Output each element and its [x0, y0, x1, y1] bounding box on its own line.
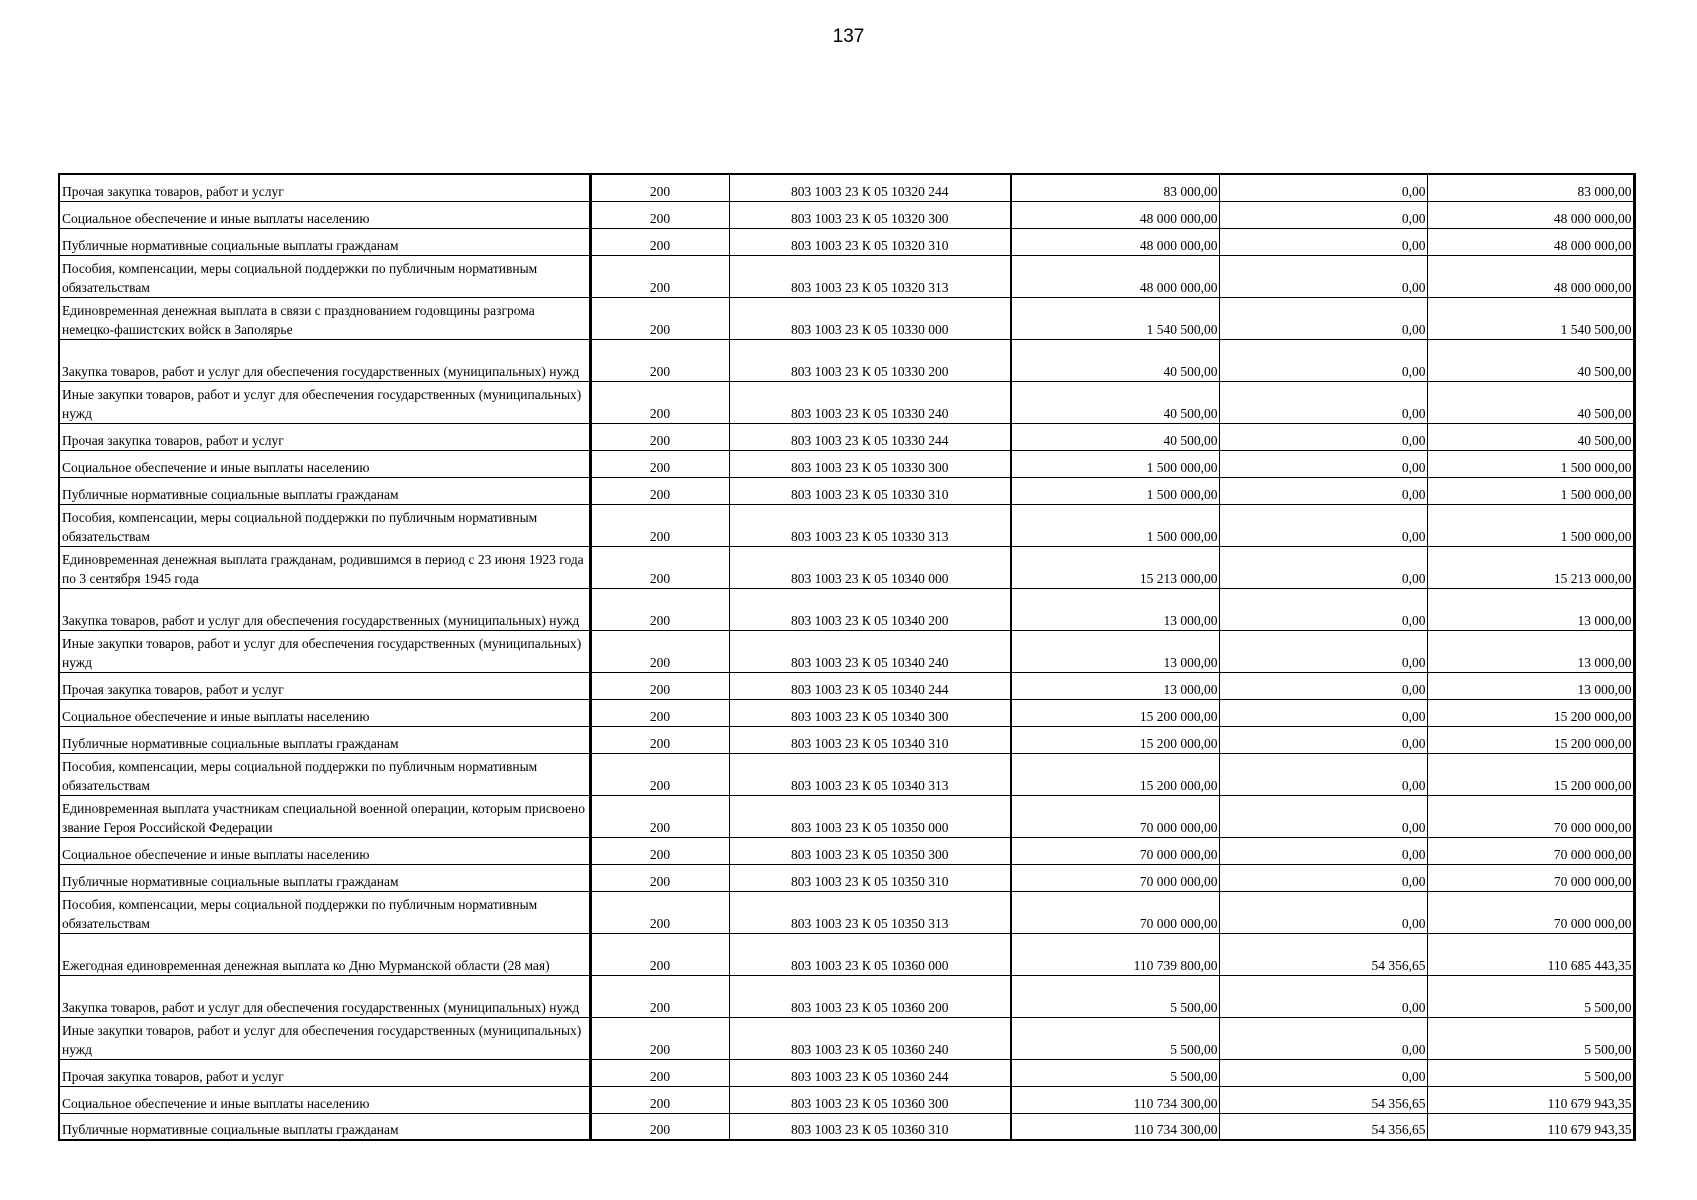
row-total-amount: 13 000,00 — [1427, 630, 1634, 672]
row-admin-code: 200 — [590, 1113, 729, 1140]
row-change-amount: 0,00 — [1219, 381, 1427, 423]
row-plan-amount: 70 000 000,00 — [1011, 837, 1219, 864]
row-plan-amount: 15 200 000,00 — [1011, 699, 1219, 726]
row-total-amount: 5 500,00 — [1427, 1059, 1634, 1086]
row-budget-code: 803 1003 23 К 05 10330 240 — [729, 381, 1011, 423]
row-name-cell — [59, 864, 590, 891]
row-budget-code: 803 1003 23 К 05 10350 000 — [729, 795, 1011, 837]
row-budget-code: 803 1003 23 К 05 10330 313 — [729, 504, 1011, 546]
row-budget-code: 803 1003 23 К 05 10340 240 — [729, 630, 1011, 672]
table-row — [59, 228, 1634, 255]
row-admin-code: 200 — [590, 255, 729, 297]
row-total-amount: 70 000 000,00 — [1427, 837, 1634, 864]
row-budget-code: 803 1003 23 К 05 10360 000 — [729, 933, 1011, 975]
row-name-cell — [59, 174, 590, 201]
row-change-amount: 0,00 — [1219, 975, 1427, 1017]
table-row — [59, 864, 1634, 891]
row-total-amount: 1 540 500,00 — [1427, 297, 1634, 339]
row-budget-code: 803 1003 23 К 05 10350 313 — [729, 891, 1011, 933]
row-name: Ежегодная единовременная денежная выплата ко Дню Мурманской области (28 мая) — [62, 957, 550, 973]
row-plan-amount: 5 500,00 — [1011, 1059, 1219, 1086]
row-name: Закупка товаров, работ и услуг для обеспечения государственных (муниципальных) нужд — [62, 363, 580, 379]
row-total-amount: 48 000 000,00 — [1427, 255, 1634, 297]
row-name: Социальное обеспечение и иные выплаты населению — [62, 708, 370, 724]
row-name: Единовременная денежная выплата в связи с празднованием годовщины разгрома немецко-фашистских войск в Заполярье — [62, 302, 535, 337]
row-name-cell — [59, 1113, 590, 1140]
row-total-amount: 110 679 943,35 — [1427, 1113, 1634, 1140]
row-name: Единовременная денежная выплата гражданам, родившимся в период с 23 июня 1923 года по 3 сентября 1945 года — [62, 551, 584, 586]
table-row — [59, 201, 1634, 228]
row-budget-code: 803 1003 23 К 05 10340 310 — [729, 726, 1011, 753]
row-plan-amount: 40 500,00 — [1011, 339, 1219, 381]
row-name: Иные закупки товаров, работ и услуг для обеспечения государственных (муниципальных) нужд — [62, 1022, 582, 1057]
row-name: Пособия, компенсации, меры социальной поддержки по публичным нормативным обязательствам — [62, 509, 538, 544]
row-admin-code: 200 — [590, 339, 729, 381]
row-name-cell — [59, 201, 590, 228]
row-change-amount: 0,00 — [1219, 891, 1427, 933]
table-row — [59, 588, 1634, 630]
row-change-amount: 0,00 — [1219, 297, 1427, 339]
row-name-cell — [59, 726, 590, 753]
row-total-amount: 1 500 000,00 — [1427, 450, 1634, 477]
row-admin-code: 200 — [590, 891, 729, 933]
row-budget-code: 803 1003 23 К 05 10330 300 — [729, 450, 1011, 477]
row-name: Прочая закупка товаров, работ и услуг — [62, 432, 284, 448]
row-plan-amount: 70 000 000,00 — [1011, 795, 1219, 837]
table-row — [59, 504, 1634, 546]
row-name-cell — [59, 699, 590, 726]
table-row — [59, 933, 1634, 975]
row-change-amount: 0,00 — [1219, 588, 1427, 630]
row-name-cell — [59, 339, 590, 381]
row-budget-code: 803 1003 23 К 05 10350 300 — [729, 837, 1011, 864]
row-total-amount: 13 000,00 — [1427, 588, 1634, 630]
row-admin-code: 200 — [590, 228, 729, 255]
row-admin-code: 200 — [590, 753, 729, 795]
row-change-amount: 0,00 — [1219, 753, 1427, 795]
row-budget-code: 803 1003 23 К 05 10330 244 — [729, 423, 1011, 450]
row-budget-code: 803 1003 23 К 05 10360 310 — [729, 1113, 1011, 1140]
row-budget-code: 803 1003 23 К 05 10320 244 — [729, 174, 1011, 201]
row-plan-amount: 1 500 000,00 — [1011, 450, 1219, 477]
row-admin-code: 200 — [590, 1017, 729, 1059]
row-admin-code: 200 — [590, 504, 729, 546]
row-name-cell — [59, 1086, 590, 1113]
row-change-amount: 0,00 — [1219, 255, 1427, 297]
row-admin-code: 200 — [590, 933, 729, 975]
row-budget-code: 803 1003 23 К 05 10330 200 — [729, 339, 1011, 381]
row-budget-code: 803 1003 23 К 05 10320 310 — [729, 228, 1011, 255]
row-admin-code: 200 — [590, 1059, 729, 1086]
row-name: Пособия, компенсации, меры социальной поддержки по публичным нормативным обязательствам — [62, 896, 538, 931]
page-number: 137 — [832, 26, 865, 47]
table-row — [59, 1113, 1634, 1140]
table-row — [59, 450, 1634, 477]
row-plan-amount: 48 000 000,00 — [1011, 201, 1219, 228]
row-name-cell — [59, 1059, 590, 1086]
row-change-amount: 0,00 — [1219, 228, 1427, 255]
row-admin-code: 200 — [590, 864, 729, 891]
row-change-amount: 0,00 — [1219, 423, 1427, 450]
row-name-cell — [59, 630, 590, 672]
row-total-amount: 110 679 943,35 — [1427, 1086, 1634, 1113]
row-total-amount: 13 000,00 — [1427, 672, 1634, 699]
row-plan-amount: 48 000 000,00 — [1011, 228, 1219, 255]
row-total-amount: 83 000,00 — [1427, 174, 1634, 201]
row-change-amount: 54 356,65 — [1219, 1113, 1427, 1140]
row-name: Публичные нормативные социальные выплаты гражданам — [62, 1122, 399, 1137]
row-admin-code: 200 — [590, 297, 729, 339]
row-change-amount: 0,00 — [1219, 546, 1427, 588]
row-name-cell — [59, 228, 590, 255]
row-change-amount: 0,00 — [1219, 699, 1427, 726]
row-admin-code: 200 — [590, 381, 729, 423]
row-name-cell — [59, 933, 590, 975]
row-total-amount: 70 000 000,00 — [1427, 795, 1634, 837]
table-row — [59, 1017, 1634, 1059]
row-plan-amount: 13 000,00 — [1011, 630, 1219, 672]
row-plan-amount: 110 739 800,00 — [1011, 933, 1219, 975]
row-total-amount: 5 500,00 — [1427, 975, 1634, 1017]
table-row — [59, 339, 1634, 381]
row-budget-code: 803 1003 23 К 05 10350 310 — [729, 864, 1011, 891]
row-plan-amount: 5 500,00 — [1011, 1017, 1219, 1059]
row-change-amount: 0,00 — [1219, 1059, 1427, 1086]
row-budget-code: 803 1003 23 К 05 10340 200 — [729, 588, 1011, 630]
row-name: Иные закупки товаров, работ и услуг для обеспечения государственных (муниципальных) нужд — [62, 386, 582, 421]
table-row — [59, 423, 1634, 450]
row-name: Иные закупки товаров, работ и услуг для обеспечения государственных (муниципальных) нужд — [62, 635, 582, 670]
row-budget-code: 803 1003 23 К 05 10330 310 — [729, 477, 1011, 504]
table-row — [59, 726, 1634, 753]
row-change-amount: 0,00 — [1219, 201, 1427, 228]
row-budget-code: 803 1003 23 К 05 10320 313 — [729, 255, 1011, 297]
row-name-cell — [59, 504, 590, 546]
row-change-amount: 0,00 — [1219, 450, 1427, 477]
row-plan-amount: 15 213 000,00 — [1011, 546, 1219, 588]
row-plan-amount: 1 500 000,00 — [1011, 477, 1219, 504]
row-plan-amount: 110 734 300,00 — [1011, 1086, 1219, 1113]
table-row — [59, 297, 1634, 339]
row-plan-amount: 110 734 300,00 — [1011, 1113, 1219, 1140]
row-budget-code: 803 1003 23 К 05 10340 313 — [729, 753, 1011, 795]
row-budget-code: 803 1003 23 К 05 10320 300 — [729, 201, 1011, 228]
row-total-amount: 70 000 000,00 — [1427, 891, 1634, 933]
row-total-amount: 1 500 000,00 — [1427, 504, 1634, 546]
table-row — [59, 672, 1634, 699]
row-name-cell — [59, 975, 590, 1017]
row-name-cell — [59, 423, 590, 450]
row-name: Закупка товаров, работ и услуг для обеспечения государственных (муниципальных) нужд — [62, 612, 580, 628]
row-total-amount: 1 500 000,00 — [1427, 477, 1634, 504]
row-admin-code: 200 — [590, 672, 729, 699]
row-name: Публичные нормативные социальные выплаты гражданам — [62, 486, 399, 502]
row-plan-amount: 70 000 000,00 — [1011, 891, 1219, 933]
row-admin-code: 200 — [590, 201, 729, 228]
row-budget-code: 803 1003 23 К 05 10340 300 — [729, 699, 1011, 726]
row-admin-code: 200 — [590, 975, 729, 1017]
row-budget-code: 803 1003 23 К 05 10360 200 — [729, 975, 1011, 1017]
row-admin-code: 200 — [590, 588, 729, 630]
row-name: Публичные нормативные социальные выплаты гражданам — [62, 735, 399, 751]
row-budget-code: 803 1003 23 К 05 10360 240 — [729, 1017, 1011, 1059]
row-plan-amount: 13 000,00 — [1011, 672, 1219, 699]
row-admin-code: 200 — [590, 450, 729, 477]
row-total-amount: 5 500,00 — [1427, 1017, 1634, 1059]
budget-table — [58, 173, 1636, 1141]
row-plan-amount: 40 500,00 — [1011, 423, 1219, 450]
table-row — [59, 255, 1634, 297]
row-name-cell — [59, 795, 590, 837]
row-name-cell — [59, 891, 590, 933]
row-change-amount: 0,00 — [1219, 795, 1427, 837]
table-row — [59, 546, 1634, 588]
budget-table-body — [59, 174, 1634, 1140]
table-row — [59, 891, 1634, 933]
row-total-amount: 70 000 000,00 — [1427, 864, 1634, 891]
row-name: Закупка товаров, работ и услуг для обеспечения государственных (муниципальных) нужд — [62, 999, 580, 1015]
row-change-amount: 0,00 — [1219, 837, 1427, 864]
row-name: Публичные нормативные социальные выплаты гражданам — [62, 873, 399, 889]
row-change-amount: 0,00 — [1219, 339, 1427, 381]
row-name-cell — [59, 477, 590, 504]
row-name: Социальное обеспечение и иные выплаты населению — [62, 210, 370, 226]
row-admin-code: 200 — [590, 174, 729, 201]
row-name-cell — [59, 837, 590, 864]
row-total-amount: 110 685 443,35 — [1427, 933, 1634, 975]
row-name-cell — [59, 546, 590, 588]
row-plan-amount: 15 200 000,00 — [1011, 753, 1219, 795]
row-change-amount: 0,00 — [1219, 1017, 1427, 1059]
row-change-amount: 54 356,65 — [1219, 933, 1427, 975]
row-change-amount: 0,00 — [1219, 504, 1427, 546]
row-plan-amount: 13 000,00 — [1011, 588, 1219, 630]
row-name-cell — [59, 672, 590, 699]
row-name: Прочая закупка товаров, работ и услуг — [62, 1068, 284, 1084]
row-name: Прочая закупка товаров, работ и услуг — [62, 681, 284, 697]
row-total-amount: 40 500,00 — [1427, 381, 1634, 423]
table-row — [59, 1086, 1634, 1113]
row-total-amount: 40 500,00 — [1427, 339, 1634, 381]
row-name-cell — [59, 255, 590, 297]
row-admin-code: 200 — [590, 546, 729, 588]
row-plan-amount: 83 000,00 — [1011, 174, 1219, 201]
row-name: Прочая закупка товаров, работ и услуг — [62, 183, 284, 199]
table-row — [59, 381, 1634, 423]
row-admin-code: 200 — [590, 837, 729, 864]
table-row — [59, 477, 1634, 504]
row-plan-amount: 15 200 000,00 — [1011, 726, 1219, 753]
row-name: Пособия, компенсации, меры социальной поддержки по публичным нормативным обязательствам — [62, 260, 538, 295]
row-admin-code: 200 — [590, 630, 729, 672]
row-name-cell — [59, 297, 590, 339]
row-change-amount: 0,00 — [1219, 630, 1427, 672]
budget-table-container — [58, 173, 1633, 1135]
row-total-amount: 40 500,00 — [1427, 423, 1634, 450]
table-row — [59, 1059, 1634, 1086]
row-change-amount: 54 356,65 — [1219, 1086, 1427, 1113]
row-budget-code: 803 1003 23 К 05 10360 244 — [729, 1059, 1011, 1086]
row-admin-code: 200 — [590, 477, 729, 504]
row-plan-amount: 70 000 000,00 — [1011, 864, 1219, 891]
row-plan-amount: 1 500 000,00 — [1011, 504, 1219, 546]
row-name: Социальное обеспечение и иные выплаты населению — [62, 1095, 370, 1111]
row-budget-code: 803 1003 23 К 05 10360 300 — [729, 1086, 1011, 1113]
row-change-amount: 0,00 — [1219, 672, 1427, 699]
row-name-cell — [59, 588, 590, 630]
row-admin-code: 200 — [590, 726, 729, 753]
row-name: Публичные нормативные социальные выплаты гражданам — [62, 237, 399, 253]
row-total-amount: 15 213 000,00 — [1427, 546, 1634, 588]
row-name: Единовременная выплата участникам специальной военной операции, которым присвоено звание Героя Российской Федерации — [62, 800, 585, 835]
row-admin-code: 200 — [590, 423, 729, 450]
table-row — [59, 753, 1634, 795]
row-admin-code: 200 — [590, 795, 729, 837]
table-row — [59, 837, 1634, 864]
row-plan-amount: 1 540 500,00 — [1011, 297, 1219, 339]
row-budget-code: 803 1003 23 К 05 10340 244 — [729, 672, 1011, 699]
row-name-cell — [59, 1017, 590, 1059]
table-row — [59, 975, 1634, 1017]
row-name-cell — [59, 450, 590, 477]
row-change-amount: 0,00 — [1219, 477, 1427, 504]
row-budget-code: 803 1003 23 К 05 10330 000 — [729, 297, 1011, 339]
row-total-amount: 15 200 000,00 — [1427, 699, 1634, 726]
table-row — [59, 699, 1634, 726]
table-row — [59, 630, 1634, 672]
row-name-cell — [59, 753, 590, 795]
row-name: Социальное обеспечение и иные выплаты населению — [62, 846, 370, 862]
row-change-amount: 0,00 — [1219, 174, 1427, 201]
row-budget-code: 803 1003 23 К 05 10340 000 — [729, 546, 1011, 588]
row-name: Социальное обеспечение и иные выплаты населению — [62, 459, 370, 475]
row-total-amount: 48 000 000,00 — [1427, 228, 1634, 255]
row-name: Пособия, компенсации, меры социальной поддержки по публичным нормативным обязательствам — [62, 758, 538, 793]
table-row — [59, 795, 1634, 837]
row-admin-code: 200 — [590, 699, 729, 726]
row-change-amount: 0,00 — [1219, 864, 1427, 891]
row-total-amount: 15 200 000,00 — [1427, 726, 1634, 753]
row-total-amount: 48 000 000,00 — [1427, 201, 1634, 228]
row-change-amount: 0,00 — [1219, 726, 1427, 753]
row-name-cell — [59, 381, 590, 423]
row-plan-amount: 40 500,00 — [1011, 381, 1219, 423]
table-row — [59, 174, 1634, 201]
row-admin-code: 200 — [590, 1086, 729, 1113]
row-total-amount: 15 200 000,00 — [1427, 753, 1634, 795]
row-plan-amount: 48 000 000,00 — [1011, 255, 1219, 297]
row-plan-amount: 5 500,00 — [1011, 975, 1219, 1017]
